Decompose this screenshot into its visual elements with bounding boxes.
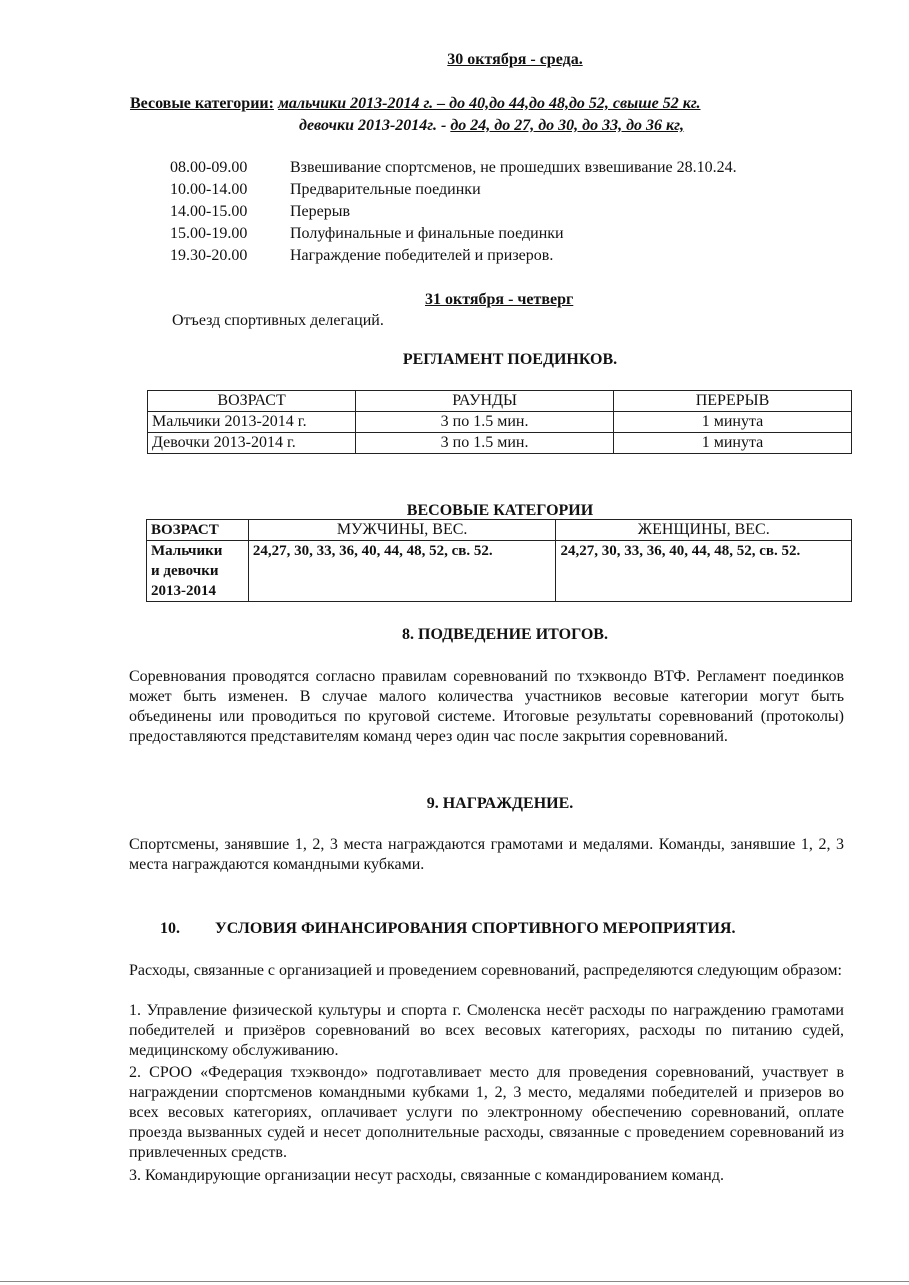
table-header-cell: ВОЗРАСТ — [147, 520, 249, 541]
weights-boys-line — [130, 94, 701, 114]
men-weights-cell: 24,27, 30, 33, 36, 40, 44, 48, 52, св. 52. — [248, 541, 556, 602]
bout-rules-title: РЕГЛАМЕНТ ПОЕДИНКОВ. — [402, 351, 618, 368]
schedule-activity: Взвешивание спортсменов, не прошедших взвешивание 28.10.24. — [290, 159, 737, 176]
weights-girls-values: до 24, до 27, до 30, до 33, до 36 кг, — [450, 117, 685, 134]
table-cell: Мальчики 2013-2014 г. — [148, 412, 356, 433]
schedule-activity: Предварительные поединки — [290, 181, 481, 198]
weights-label: Весовые категории: — [130, 95, 274, 112]
schedule-time: 14.00-15.00 — [170, 203, 248, 220]
bout-rules-table — [147, 390, 852, 454]
table-header-row — [147, 520, 852, 541]
table-header-cell: ПЕРЕРЫВ — [613, 391, 851, 412]
schedule-time: 15.00-19.00 — [170, 225, 248, 242]
day1-title: 30 октября - среда. — [447, 51, 583, 68]
schedule-activity: Полуфинальные и финальные поединки — [290, 225, 564, 242]
section9-text: Спортсмены, занявшие 1, 2, 3 места награждаются грамотами и медалями. Команды, занявшие 1, 2, 3 места награждаются командными кубками. — [129, 836, 844, 873]
age-line: и девочки — [151, 563, 219, 579]
table-row — [148, 433, 852, 454]
table-header-cell: РАУНДЫ — [356, 391, 614, 412]
section10-item2: 2. СРОО «Федерация тхэквондо» подготавливает место для проведения соревнований, участвует в награждении спортсменов командными кубками 1, 2, 3 место, медалями победителей и призеров во всех весовых категориях, оплачивает услуги по электронному обеспечению соревнований, оплате проезда вызванных судей и несет дополнительные расходы, связанные с проведением соревнований из привлеченных средств. — [129, 1064, 844, 1161]
table-cell: 1 минута — [613, 433, 851, 454]
table-cell: 3 по 1.5 мин. — [356, 412, 614, 433]
weights-boys: мальчики 2013-2014 г. – до 40,до 44,до 48,до 52, свыше 52 кг. — [277, 95, 701, 112]
schedule-activity: Награждение победителей и призеров. — [290, 247, 554, 264]
weight-categories-table — [146, 519, 852, 602]
weight-table-title: ВЕСОВЫЕ КАТЕГОРИИ — [406, 502, 594, 519]
weight-age-cell — [147, 541, 249, 602]
section10-title: УСЛОВИЯ ФИНАНСИРОВАНИЯ СПОРТИВНОГО МЕРОПРИЯТИЯ. — [215, 920, 736, 937]
section10-item3: 3. Командирующие организации несут расходы, связанные с командированием команд. — [129, 1167, 724, 1184]
section10-number: 10. — [160, 920, 180, 937]
table-header-cell: ЖЕНЩИНЫ, ВЕС. — [556, 520, 852, 541]
table-row — [147, 541, 852, 602]
schedule-activity: Перерыв — [290, 203, 351, 220]
section9-title: 9. НАГРАЖДЕНИЕ. — [426, 795, 574, 812]
day2-title: 31 октября - четверг — [425, 291, 574, 308]
section8-title: 8. ПОДВЕДЕНИЕ ИТОГОВ. — [402, 626, 608, 643]
section10-item1: 1. Управление физической культуры и спорта г. Смоленска несёт расходы по награждению грамотами победителей и призёров соревнований во всех весовых категориях, расходы по питанию судей, медицинскому обслуживанию. — [129, 1002, 844, 1059]
schedule-time: 10.00-14.00 — [170, 181, 248, 198]
table-header-cell: ВОЗРАСТ — [148, 391, 356, 412]
table-cell: 1 минута — [613, 412, 851, 433]
table-header-cell: МУЖЧИНЫ, ВЕС. — [248, 520, 556, 541]
schedule-time: 19.30-20.00 — [170, 247, 248, 264]
age-line: Мальчики — [151, 543, 223, 559]
page-bottom-edge — [0, 1281, 909, 1282]
day2-text: Отъезд спортивных делегаций. — [172, 312, 384, 329]
schedule-time: 08.00-09.00 — [170, 159, 248, 176]
table-header-row — [148, 391, 852, 412]
age-line: 2013-2014 — [151, 583, 216, 599]
table-cell: 3 по 1.5 мин. — [356, 433, 614, 454]
weights-girls-line — [299, 116, 684, 136]
weights-girls-prefix: девочки 2013-2014г. - — [299, 117, 451, 134]
table-cell: Девочки 2013-2014 г. — [148, 433, 356, 454]
women-weights-cell: 24,27, 30, 33, 36, 40, 44, 48, 52, св. 52. — [556, 541, 852, 602]
section10-intro: Расходы, связанные с организацией и проведением соревнований, распределяются следующим образом: — [129, 962, 842, 979]
section8-text: Соревнования проводятся согласно правилам соревнований по тхэквондо ВТФ. Регламент поединков может быть изменен. В случае малого количества участников весовые категории могут быть объединены или проводиться по круговой системе. Итоговые результаты соревнований (протоколы) предоставляются представителям команд через один час после закрытия соревнований. — [129, 668, 844, 745]
table-row — [148, 412, 852, 433]
